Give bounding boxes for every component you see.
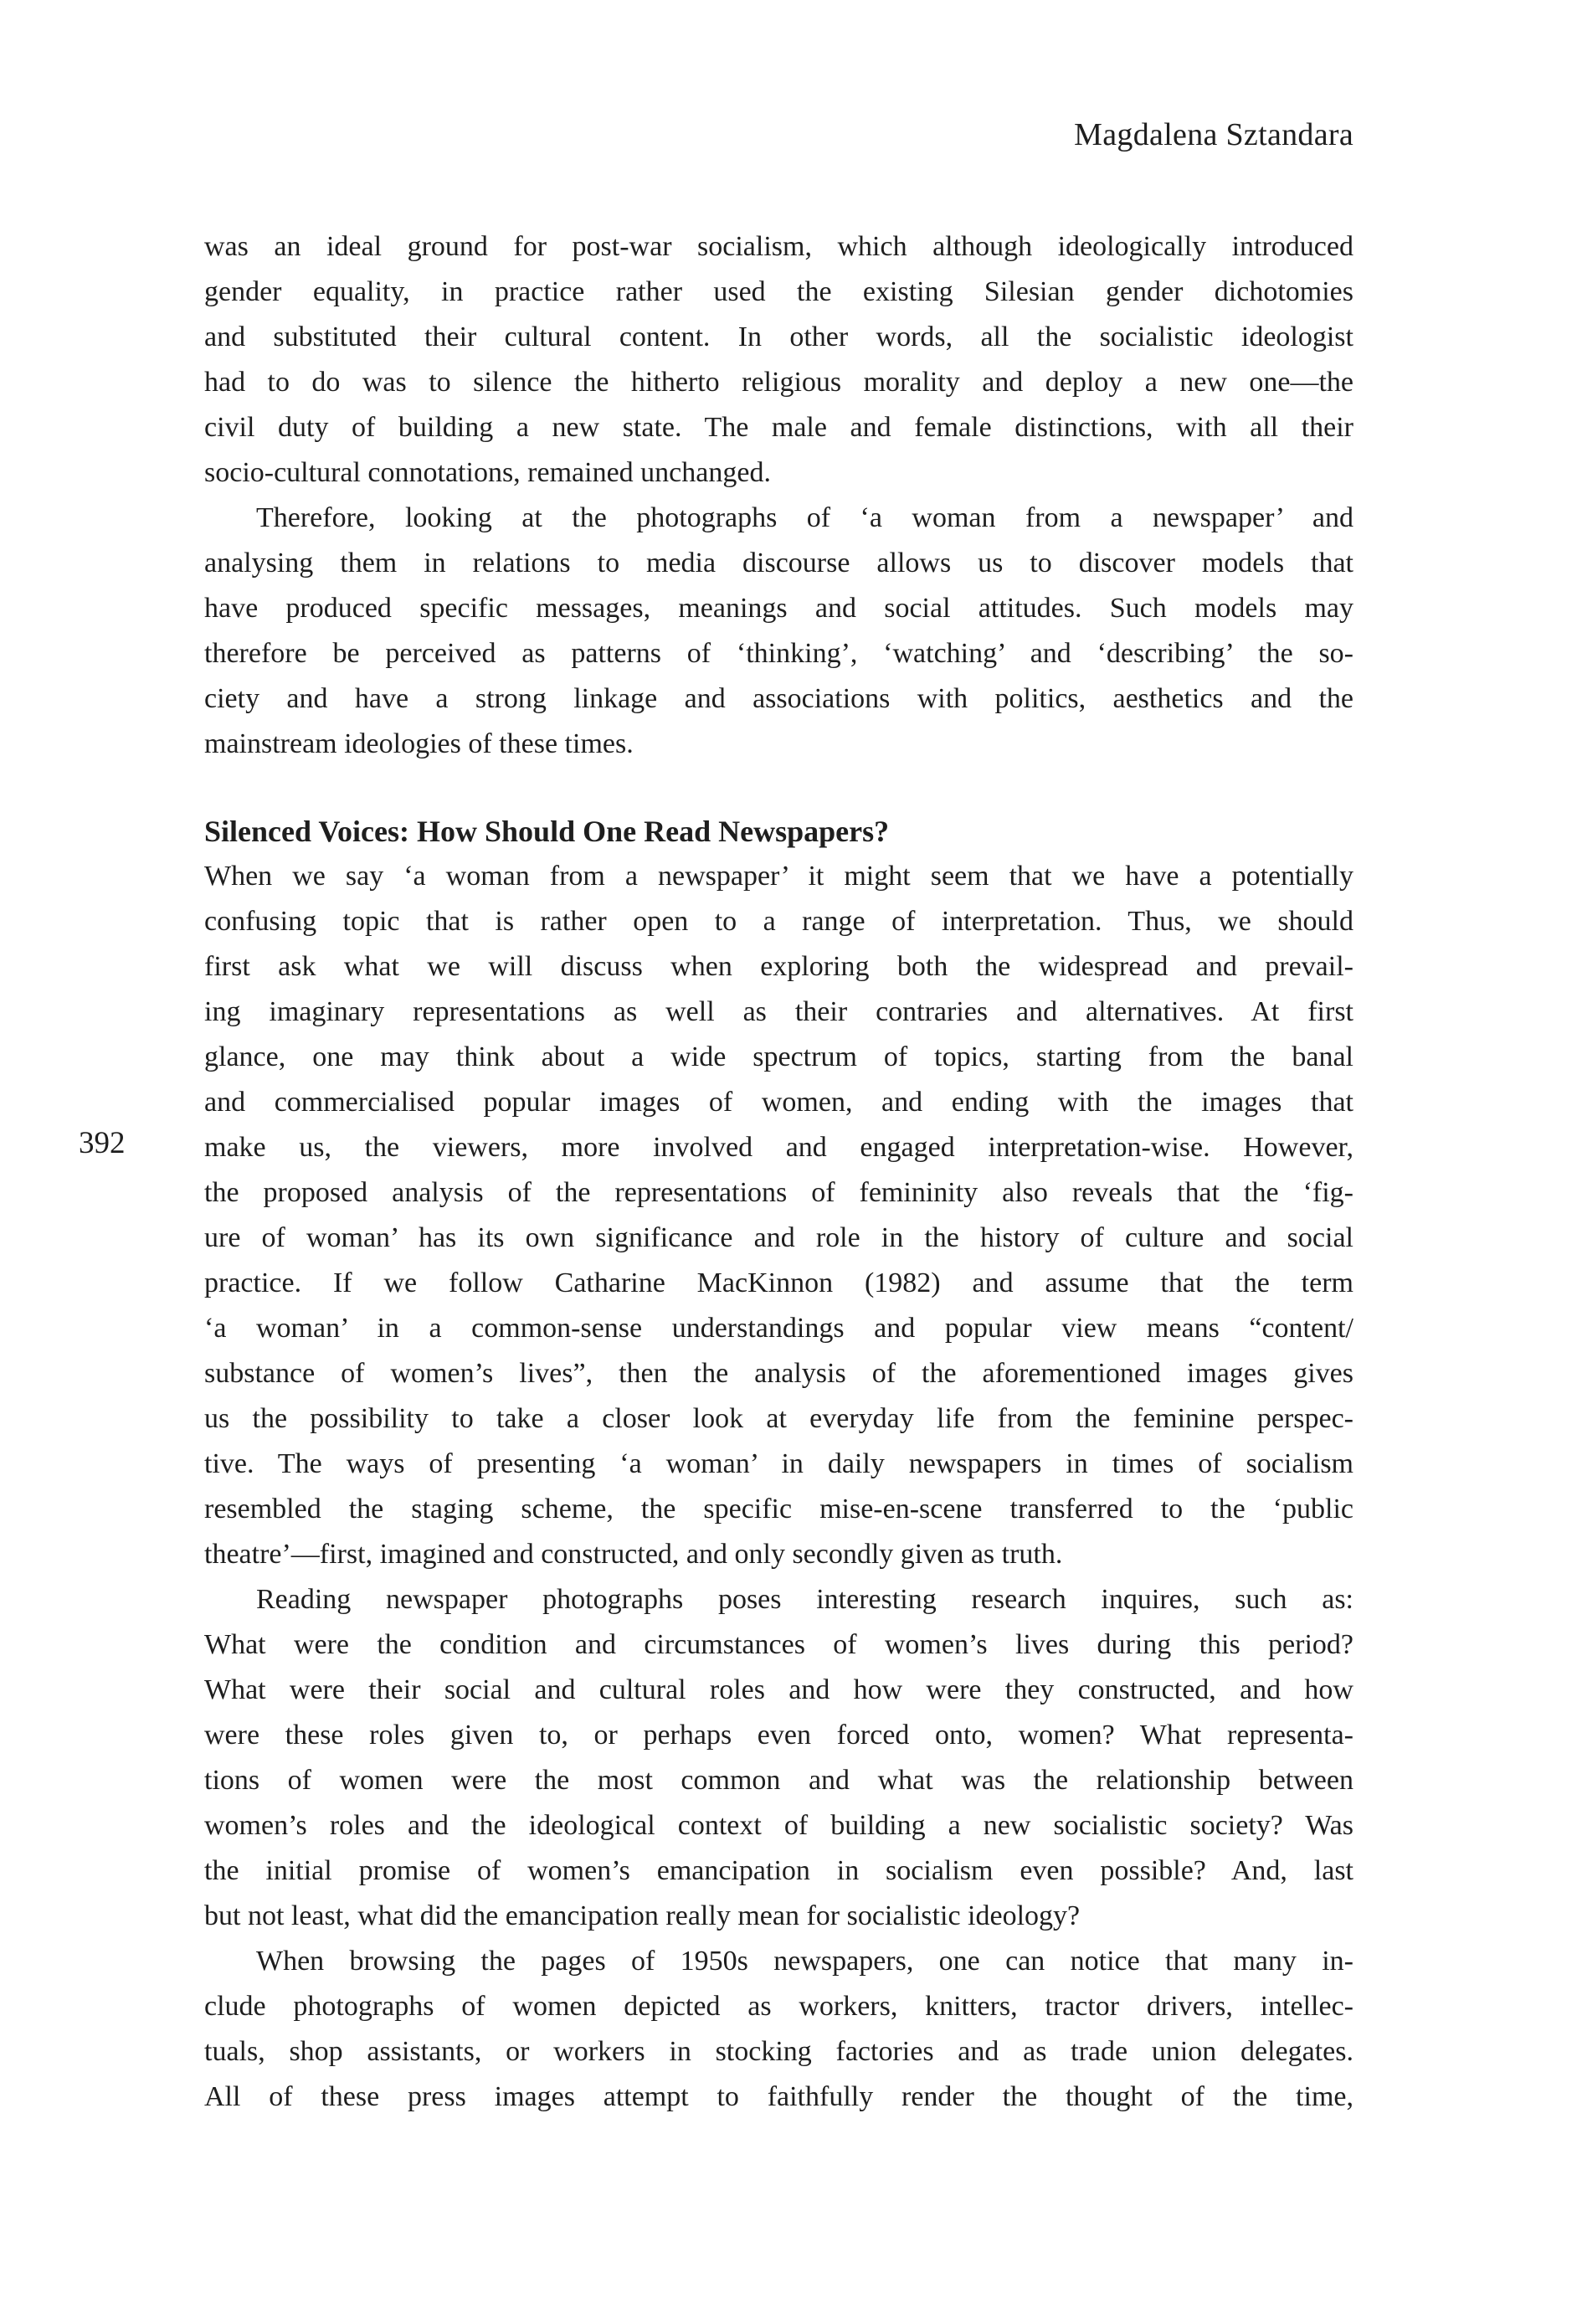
text-line: What were their social and cultural roles and how were they constructed, and how [204, 1674, 1353, 1705]
text-line: had to do was to silence the hitherto religious morality and deploy a new one—the [204, 367, 1353, 398]
text-line: but not least, what did the emancipation really mean for socialistic ideology? [204, 1900, 1081, 1931]
text-line: When we say ‘a woman from a newspaper’ it might seem that we have a potentially [204, 861, 1353, 892]
text-line: first ask what we will discuss when exploring both the widespread and prevail- [204, 951, 1353, 982]
text-line: clude photographs of women depicted as workers, knitters, tractor drivers, intellec- [204, 1991, 1353, 2022]
text-line: have produced specific messages, meanings and social attitudes. Such models may [204, 593, 1353, 624]
text-line: Therefore, looking at the photographs of ‘a woman from a newspaper’ and [256, 502, 1353, 533]
text-line: gender equality, in practice rather used the existing Silesian gender dichotomies [204, 276, 1353, 307]
text-line: All of these press images attempt to faithfully render the thought of the time, [204, 2081, 1353, 2112]
text-line: Reading newspaper photographs poses interesting research inquires, such as: [256, 1584, 1353, 1615]
body-text [204, 224, 1353, 2120]
text-line: substance of women’s lives”, then the analysis of the aforementioned images gives [204, 1358, 1353, 1389]
text-line: make us, the viewers, more involved and engaged interpretation-wise. However, [204, 1132, 1353, 1163]
running-header-author: Magdalena Sztandara [1074, 117, 1353, 152]
text-line: glance, one may think about a wide spectrum of topics, starting from the banal [204, 1041, 1353, 1072]
text-line: mainstream ideologies of these times. [204, 728, 634, 759]
paragraph [204, 1577, 1353, 1939]
text-line: practice. If we follow Catharine MacKinnon (1982) and assume that the term [204, 1267, 1353, 1298]
text-line: resembled the staging scheme, the specific mise-en-scene transferred to the ‘public [204, 1494, 1353, 1524]
text-line: tions of women were the most common and what was the relationship between [204, 1765, 1353, 1796]
text-line: ‘a woman’ in a common-sense understandings and popular view means “content/ [204, 1313, 1353, 1344]
text-line: and commercialised popular images of women, and ending with the images that [204, 1087, 1353, 1118]
text-line: confusing topic that is rather open to a range of interpretation. Thus, we should [204, 906, 1353, 937]
page-number: 392 [79, 1126, 126, 1160]
text-line: ure of woman’ has its own significance and role in the history of culture and social [204, 1222, 1353, 1253]
section-heading: Silenced Voices: How Should One Read Newspapers? [204, 815, 890, 848]
paragraph [204, 496, 1353, 767]
text-line: tive. The ways of presenting ‘a woman’ in daily newspapers in times of socialism [204, 1448, 1353, 1479]
text-line: civil duty of building a new state. The male and female distinctions, with all their [204, 412, 1353, 443]
text-line: us the possibility to take a closer look at everyday life from the feminine perspec- [204, 1403, 1353, 1434]
text-line: therefore be perceived as patterns of ‘thinking’, ‘watching’ and ‘describing’ the so- [204, 638, 1353, 669]
paragraph [204, 224, 1353, 496]
text-line: analysing them in relations to media discourse allows us to discover models that [204, 548, 1353, 578]
text-line: tuals, shop assistants, or workers in stocking factories and as trade union delegates. [204, 2036, 1353, 2067]
text-line: and substituted their cultural content. In other words, all the socialistic ideologist [204, 321, 1353, 352]
text-line: socio-cultural connotations, remained unchanged. [204, 457, 771, 488]
text-line: the initial promise of women’s emancipation in socialism even possible? And, last [204, 1855, 1353, 1886]
text-line: What were the condition and circumstances of women’s lives during this period? [204, 1629, 1353, 1660]
text-line: ing imaginary representations as well as their contraries and alternatives. At first [204, 996, 1353, 1027]
text-line: When browsing the pages of 1950s newspapers, one can notice that many in- [256, 1946, 1353, 1977]
text-line: was an ideal ground for post-war socialism, which although ideologically introduced [204, 231, 1353, 262]
paragraph [204, 1939, 1353, 2120]
paragraph [204, 854, 1353, 1577]
text-line: women’s roles and the ideological context of building a new socialistic society? Was [204, 1810, 1353, 1841]
text-line: the proposed analysis of the representations of femininity also reveals that the ‘fig- [204, 1177, 1353, 1208]
text-line: ciety and have a strong linkage and associations with politics, aesthetics and the [204, 683, 1353, 714]
text-line: theatre’—first, imagined and constructed, and only secondly given as truth. [204, 1539, 1063, 1570]
text-line: were these roles given to, or perhaps even forced onto, women? What representa- [204, 1720, 1353, 1751]
